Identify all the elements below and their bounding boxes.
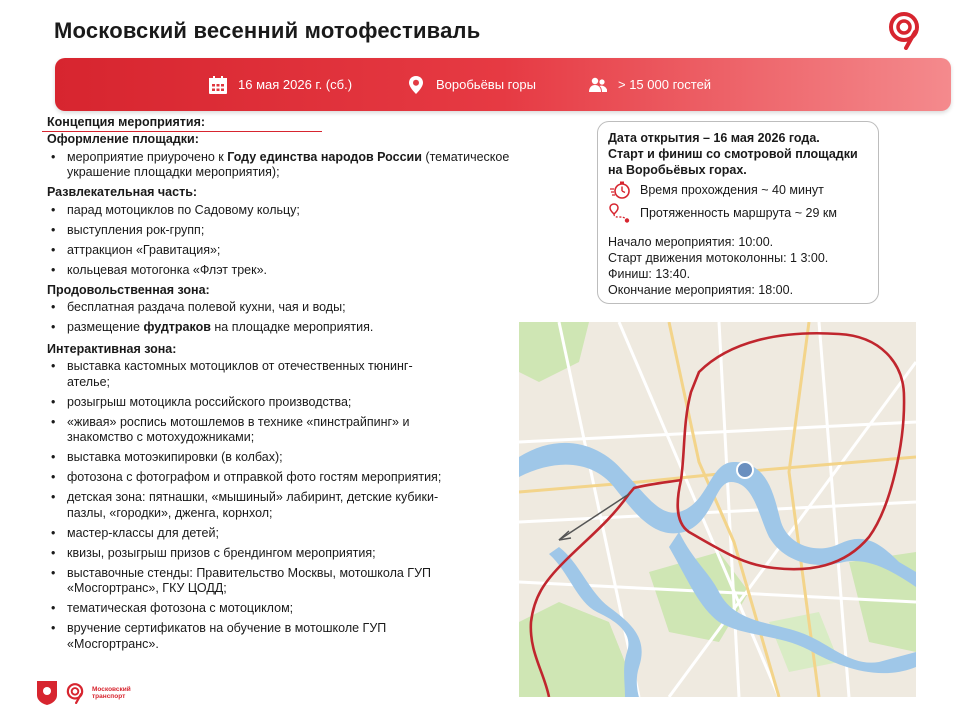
list-item: • парад мотоциклов по Садовому кольцу;	[47, 203, 517, 219]
calendar-icon	[208, 75, 228, 95]
route-icon	[608, 202, 634, 224]
section-food-title: Продовольственная зона:	[47, 282, 210, 297]
length-text: Протяженность маршрута ~ 29 км	[640, 206, 837, 220]
section-entertainment-title: Развлекательная часть:	[47, 185, 198, 199]
list-item: • фотозона с фотографом и отправкой фото гостям мероприятия;	[47, 470, 447, 486]
opening-date: Дата открытия – 16 мая 2026 года.	[608, 131, 820, 145]
banner-date	[208, 58, 352, 111]
list-item: • тематическая фотозона с мотоциклом;	[47, 601, 447, 617]
footer-logos	[36, 680, 142, 706]
duration-text: Время прохождения ~ 40 минут	[640, 183, 824, 197]
schedule	[608, 234, 868, 298]
list-item-text: на площадке мероприятия.	[210, 320, 374, 334]
section-design-title: Оформление площадки:	[47, 132, 199, 146]
list-item: • выставка мотоэкипировки (в колбах);	[47, 450, 447, 466]
page-title: Московский весенний мотофестиваль	[54, 18, 481, 43]
section-interactive-title: Интерактивная зона:	[47, 341, 177, 356]
list-item: • вручение сертификатов на обучение в мотошколе ГУП «Мосгортранс».	[47, 621, 447, 652]
list-item-text: размещение	[67, 320, 144, 334]
list-item: • мастер-классы для детей;	[47, 526, 447, 542]
route-info-box	[597, 121, 879, 304]
list-item: • «живая» роспись мотошлемов в технике «пинстрайпинг» и знакомство с мотохудожниками;	[47, 415, 447, 446]
banner-place	[406, 58, 536, 111]
start-finish: Старт и финиш со смотровой площадки на Воробьёвых горах.	[608, 147, 858, 177]
concept-content	[47, 132, 517, 657]
event-banner	[55, 58, 951, 111]
list-item: • детская зона: пятнашки, «мышиный» лабиринт, детские кубики-пазлы, «городки», дженга, корнхол;	[47, 490, 447, 521]
list-item	[47, 150, 517, 181]
schedule-end: Окончание мероприятия: 18:00.	[608, 283, 794, 297]
list-item	[47, 320, 517, 336]
stopwatch-icon	[608, 180, 634, 200]
duration-row	[608, 180, 868, 200]
design-list	[47, 150, 517, 181]
list-item-highlight: Году единства народов России	[227, 149, 422, 164]
moscow-transport-logo	[64, 682, 86, 704]
list-item: • выступления рок-групп;	[47, 223, 517, 239]
moscow-transport-logo	[884, 10, 924, 50]
list-item: • бесплатная раздача полевой кухни, чая и воды;	[47, 300, 517, 316]
banner-place-text: Воробьёвы горы	[436, 77, 536, 92]
schedule-start: Начало мероприятия: 10:00.	[608, 235, 774, 249]
concept-title: Концепция мероприятия:	[47, 115, 206, 129]
banner-date-text: 16 мая 2026 г. (сб.)	[238, 77, 353, 92]
list-item-text: (тематическое украшение площадки мероприятия);	[67, 149, 510, 179]
food-list	[47, 300, 517, 336]
list-item: • розыгрыш мотоцикла российского производства;	[47, 395, 447, 411]
banner-guests-text: > 15 000 гостей	[618, 77, 712, 92]
list-item-highlight: фудтраков	[143, 320, 211, 334]
schedule-finish: Финиш: 13:40.	[608, 267, 691, 281]
moscow-coat-of-arms	[36, 680, 58, 706]
location-pin-icon	[406, 75, 426, 95]
route-map	[519, 322, 916, 697]
list-item: • кольцевая мотогонка «Флэт трек».	[47, 263, 517, 279]
interactive-list	[47, 359, 447, 652]
list-item: • аттракцион «Гравитация»;	[47, 243, 517, 259]
schedule-convoy: Старт движения мотоколонны: 1 3:00.	[608, 251, 829, 265]
list-item-text: мероприятие приурочено к	[67, 149, 228, 164]
footer-logo-text: Московский транспорт	[92, 686, 131, 700]
list-item: • выставка кастомных мотоциклов от отечественных тюнинг-ателье;	[47, 359, 447, 390]
list-item: • выставочные стенды: Правительство Москвы, мотошкола ГУП «Мосгортранс», ГКУ ЦОДД;	[47, 566, 447, 597]
banner-guests	[588, 58, 711, 111]
list-item: • квизы, розыгрыш призов с брендингом мероприятия;	[47, 546, 447, 562]
people-icon	[588, 75, 608, 95]
entertainment-list	[47, 203, 517, 279]
length-row	[608, 202, 868, 224]
